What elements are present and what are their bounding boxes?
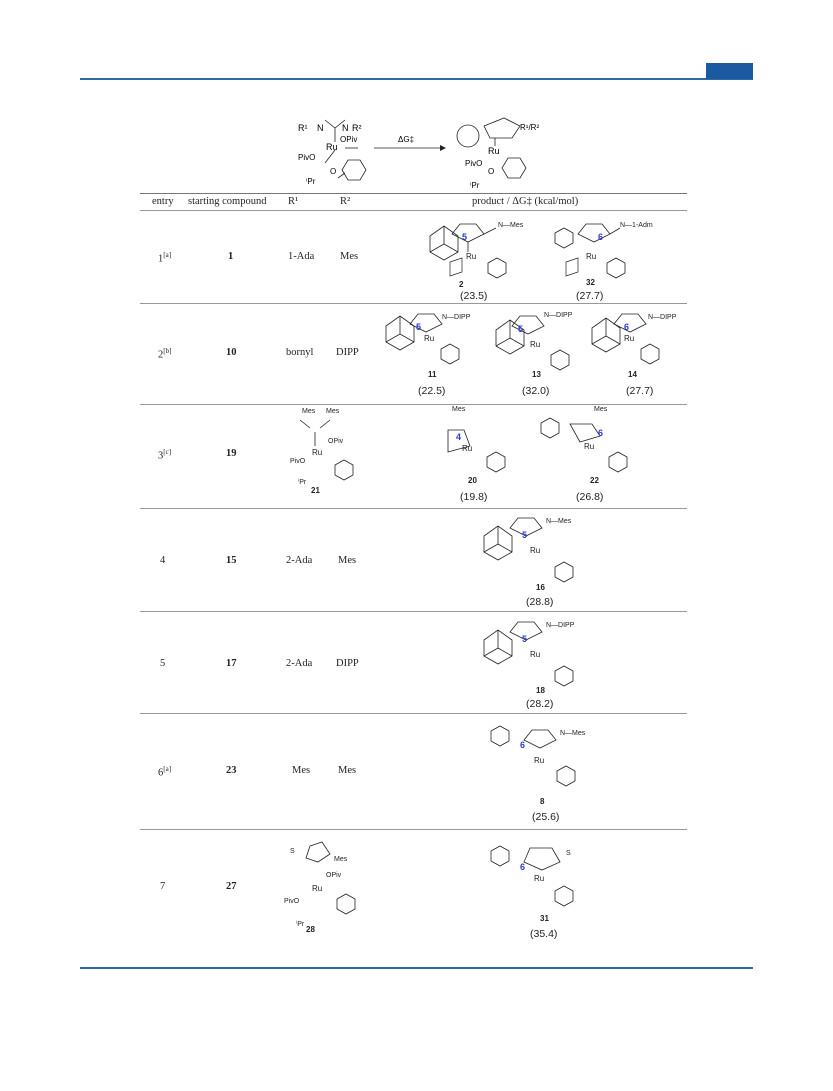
arrow-label: ΔG‡ [398, 135, 415, 144]
dg-value: (25.6) [532, 811, 560, 823]
ru-label: Ru [462, 444, 473, 453]
structure-start-21 [300, 420, 353, 480]
col-starting: starting compound [188, 196, 267, 207]
reactant-o: O [330, 167, 337, 176]
entry-number: 7 [160, 881, 166, 892]
product-compound-id: 11 [428, 370, 437, 379]
starting-compound: 17 [226, 658, 237, 669]
starting-compound: 10 [226, 347, 237, 358]
dg-value: (22.5) [418, 385, 446, 397]
entry-number: 4 [160, 555, 166, 566]
substituent-label: N—1-Adm [620, 222, 653, 229]
ring-number: 6 [624, 322, 630, 332]
product-compound-id: 18 [536, 686, 545, 695]
col-r1: R¹ [288, 196, 299, 207]
r2-value: Mes [340, 251, 359, 262]
ipr-label: ⁱPr [296, 921, 305, 928]
dg-value: (27.7) [576, 290, 604, 302]
substituent-label: N—Mes [546, 518, 572, 525]
substituent-label: S [566, 850, 571, 857]
dg-value: (27.7) [626, 385, 654, 397]
structure-product-18 [484, 622, 573, 686]
mes-label: Mes [326, 408, 340, 415]
product-compound-id: 22 [590, 476, 599, 485]
ring-number: 4 [456, 432, 462, 442]
product-o: O [488, 167, 495, 176]
ru-label: Ru [624, 334, 635, 343]
product-compound-id: 32 [586, 278, 595, 287]
r2-value: Mes [338, 555, 357, 566]
r2-value: DIPP [336, 347, 359, 358]
ru-label: Ru [424, 334, 435, 343]
product-compound-id: 16 [536, 583, 545, 592]
product-compound-id: 14 [628, 370, 637, 379]
entry-number: 1[a] [158, 251, 172, 265]
reactant-opiv: OPiv [340, 135, 358, 144]
ring-number: 6 [520, 862, 526, 872]
reactant-ru: Ru [326, 142, 338, 152]
substituent-label: N—Mes [498, 222, 524, 229]
ring-number: 5 [518, 324, 524, 334]
ring-number: 6 [598, 428, 604, 438]
product-r: R¹/R² [520, 123, 540, 132]
dg-value: (26.8) [576, 491, 604, 503]
substituent-label: Mes [452, 406, 466, 413]
starting-compound: 19 [226, 448, 237, 459]
substituent-label: N—DIPP [544, 312, 573, 319]
ring-number: 6 [598, 232, 604, 242]
ring-number: 5 [522, 634, 528, 644]
ru-label: Ru [466, 252, 477, 261]
substituent-label: N—DIPP [546, 622, 575, 629]
substituent-label: N—DIPP [648, 314, 677, 321]
ru-label: Ru [586, 252, 597, 261]
structure-product-2 [430, 224, 506, 278]
dg-value: (32.0) [522, 385, 550, 397]
ring-number: 5 [462, 232, 468, 242]
starting-compound: 15 [226, 555, 237, 566]
product-ru: Ru [488, 146, 500, 156]
entry-number: 3[c] [158, 448, 172, 462]
ru-label: Ru [312, 884, 323, 893]
dg-value: (19.8) [460, 491, 488, 503]
reactant-n1: N [317, 123, 324, 133]
s-label: S [290, 848, 295, 855]
ring-number: 5 [522, 530, 528, 540]
product-compound-id: 2 [459, 280, 464, 289]
reactant-n2: N [342, 123, 349, 133]
entry-number: 6[a] [158, 765, 172, 779]
ring-number: 6 [520, 740, 526, 750]
product-compound-id: 13 [532, 370, 541, 379]
ru-label: Ru [534, 756, 545, 765]
r2-value: Mes [338, 765, 357, 776]
dg-value: (28.2) [526, 698, 554, 710]
reactant-r2: R² [352, 123, 362, 133]
structure-product-32 [555, 224, 625, 278]
pivo-label: PivO [290, 458, 306, 465]
ru-label: Ru [530, 340, 541, 349]
reactant-r1: R¹ [298, 123, 308, 133]
col-product: product / ΔG‡ (kcal/mol) [472, 196, 579, 207]
opiv-label: OPiv [326, 872, 342, 879]
product-pivo: PivO [465, 159, 483, 168]
structure-product-31 [491, 846, 573, 906]
reactant-pivo: PivO [298, 153, 316, 162]
entry-number: 5 [160, 658, 166, 669]
r1-value: bornyl [286, 347, 314, 358]
starting-compound: 27 [226, 881, 237, 892]
ru-label: Ru [530, 546, 541, 555]
mes-label: Mes [334, 856, 348, 863]
dg-value: (23.5) [460, 290, 488, 302]
r2-value: DIPP [336, 658, 359, 669]
dg-value: (35.4) [530, 928, 558, 940]
col-entry: entry [152, 196, 174, 207]
pivo-label: PivO [284, 898, 300, 905]
ru-label: Ru [584, 442, 595, 451]
start-compound-id: 21 [311, 486, 320, 495]
entry-number: 2[b] [158, 347, 172, 361]
product-compound-id: 31 [540, 914, 549, 923]
ru-label: Ru [534, 874, 545, 883]
mes-label: Mes [302, 408, 316, 415]
substituent-label: N—DIPP [442, 314, 471, 321]
ipr-label: ⁱPr [298, 479, 307, 486]
product-ipr: ⁱPr [470, 181, 480, 190]
footer-rule [80, 967, 753, 969]
r1-value: 1-Ada [288, 251, 315, 262]
ring-number: 5 [416, 322, 422, 332]
ru-label: Ru [312, 448, 323, 457]
starting-compound: 23 [226, 765, 237, 776]
product-compound-id: 20 [468, 476, 477, 485]
r1-value: Mes [292, 765, 311, 776]
product-compound-id: 8 [540, 797, 545, 806]
structure-product-11 [386, 314, 459, 364]
opiv-label: OPiv [328, 438, 344, 445]
structure-product-16 [484, 518, 573, 582]
col-r2: R² [340, 196, 351, 207]
substituent-label: N—Mes [560, 730, 586, 737]
reactant-ipr: ⁱPr [306, 177, 316, 186]
ru-label: Ru [530, 650, 541, 659]
r1-value: 2-Ada [286, 658, 313, 669]
starting-compound: 1 [228, 251, 234, 262]
r1-value: 2-Ada [286, 555, 313, 566]
substituent-label: Mes [594, 406, 608, 413]
start-compound-id: 28 [306, 925, 315, 934]
dg-value: (28.8) [526, 596, 554, 608]
